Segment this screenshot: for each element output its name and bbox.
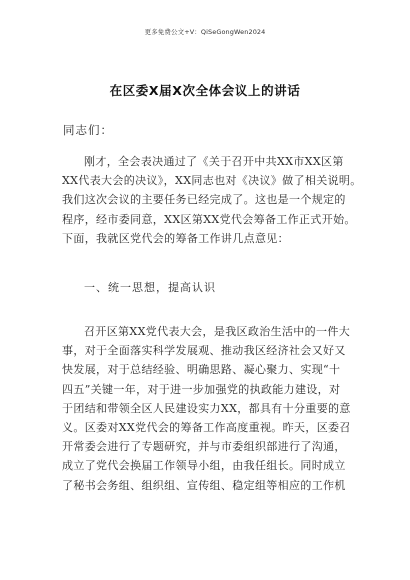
paragraph-line: XX代表大会的决议》，XX同志也对《决议》做了相关说明。 (62, 174, 362, 188)
paragraph-line: 了秘书会务组、组织组、宣传组、稳定组等相应的工作机 (62, 478, 346, 492)
paragraph-line: 快发展，对于总结经验、明确思路、凝心聚力、实现“十 (62, 363, 341, 377)
paragraph-line: 事，对于全面落实科学发展观、推动我区经济社会又好又 (62, 344, 346, 358)
salutation: 同志们： (63, 123, 113, 137)
paragraph-line: 召开区第XX党代表大会，是我区政治生活中的一件大 (84, 325, 351, 338)
paragraph-line: 义。区委对XX党代会的筹备工作高度重视。昨天，区委召 (62, 421, 351, 435)
paragraph-2 (62, 322, 350, 495)
paragraph-line: 四五”关键一年，对于进一步加强党的执政能力建设，对 (62, 382, 341, 396)
paragraph-line: 于团结和带领全区人民建设实力XX，都具有十分重要的意 (62, 401, 351, 415)
paragraph-line: 下面，我就区党代会的筹备工作讲几点意见： (62, 231, 289, 245)
paragraph-line: 开常委会进行了专题研究，并与市委组织部进行了沟通， (62, 440, 346, 454)
document-title: 在区委X届X次全体会议上的讲话 (109, 83, 301, 98)
paragraph-1 (62, 152, 362, 248)
paragraph-line: 程序，经市委同意，XX区第XX党代会筹备工作正式开始。 (62, 212, 356, 226)
paragraph-line: 我们这次会议的主要任务已经完成了。这也是一个规定的 (62, 193, 346, 207)
section-heading: 一、统一思想，提高认识 (84, 281, 216, 294)
header-note: 更多免费公文+V：QiSeGongWen2024 (144, 28, 266, 36)
paragraph-line: 刚才，全会表决通过了《关于召开中共XX市XX区第 (84, 155, 344, 168)
paragraph-line: 成立了党代会换届工作领导小组，由我任组长。同时成立 (62, 459, 346, 473)
